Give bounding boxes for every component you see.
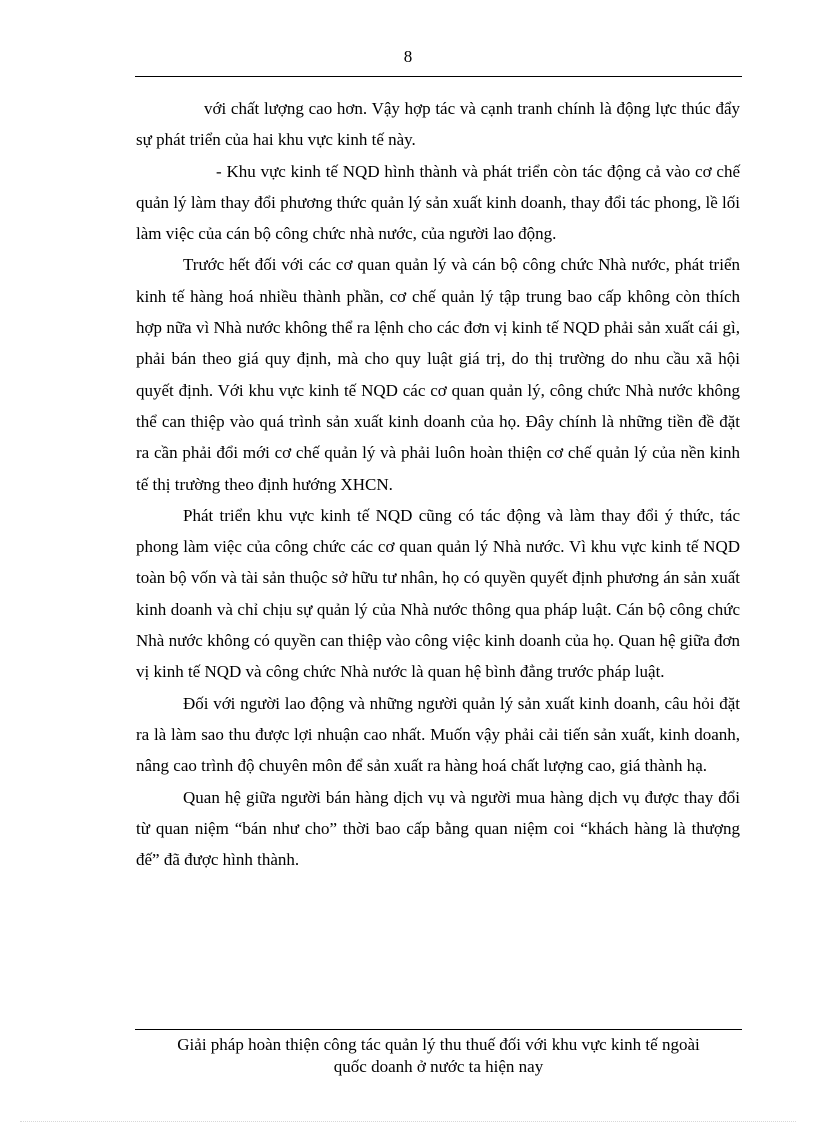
footer-divider: [135, 1029, 742, 1030]
paragraph: Đối với người lao động và những người quản lý sản xuất kinh doanh, câu hỏi đặt ra là làm sao thu được lợi nhuận cao nhất. Muốn vậy phải cải tiến sản xuất, kinh doanh, nâng cao trình độ chuyên môn để sản xuất ra hàng hoá chất lượng cao, giá thành hạ.: [136, 693, 740, 776]
paragraph: Phát triển khu vực kinh tế NQD cũng có tác động và làm thay đổi ý thức, tác phong làm việc của công chức các cơ quan quản lý Nhà nước. Vì khu vực kinh tế NQD toàn bộ vốn và tài sản thuộc sở hữu tư nhân, họ có quyền quyết định phương án sản xuất kinh doanh và chỉ chịu sự quản lý của Nhà nước thông qua pháp luật. Cán bộ công chức Nhà nước không có quyền can thiệp vào công việc kinh doanh của họ. Quan hệ giữa đơn vị kinh tế NQD và công chức Nhà nước là quan hệ bình đẳng trước pháp luật.: [136, 505, 740, 682]
footer-title-line-2: quốc doanh ở nước ta hiện nay: [333, 1057, 544, 1076]
paragraph: với chất lượng cao hơn. Vậy hợp tác và cạnh tranh chính là động lực thúc đẩy sự phát triển của hai khu vực kinh tế này.: [136, 99, 740, 150]
document-body: [136, 93, 740, 875]
header-divider: [135, 76, 742, 77]
paragraph: - Khu vực kinh tế NQD hình thành và phát triển còn tác động cả vào cơ chế quản lý làm thay đổi phương thức quản lý sản xuất kinh doanh, thay đổi tác phong, lề lối làm việc của cán bộ công chức nhà nước, của người lao động.: [136, 161, 740, 244]
document-footer: [135, 1034, 742, 1078]
paragraph: Trước hết đối với các cơ quan quản lý và cán bộ công chức Nhà nước, phát triển kinh tế hàng hoá nhiều thành phần, cơ chế quản lý tập trung bao cấp không còn thích hợp nữa vì Nhà nước không thể ra lệnh cho các đơn vị kinh tế NQD phải sản xuất cái gì, phải bán theo giá quy định, mà cho quy luật giá trị, do thị trường do nhu cầu xã hội quyết định. Với khu vực kinh tế NQD các cơ quan quản lý, công chức Nhà nước không thể can thiệp vào quá trình sản xuất kinh doanh của họ. Đây chính là những tiền đề đặt ra cần phải đổi mới cơ chế quản lý và phải luôn hoàn thiện cơ chế quản lý của nền kinh tế thị trường theo định hướng XHCN.: [136, 255, 740, 494]
footer-title-line-1: Giải pháp hoàn thiện công tác quản lý thu thuế đối với khu vực kinh tế ngoài: [177, 1035, 700, 1054]
paragraph: Quan hệ giữa người bán hàng dịch vụ và người mua hàng dịch vụ được thay đổi từ quan niệm “bán như cho” thời bao cấp bằng quan niệm coi “khách hàng là thượng đế” đã được hình thành.: [136, 787, 740, 870]
page-number: 8: [403, 47, 413, 66]
page-edge-divider: [20, 1121, 796, 1122]
